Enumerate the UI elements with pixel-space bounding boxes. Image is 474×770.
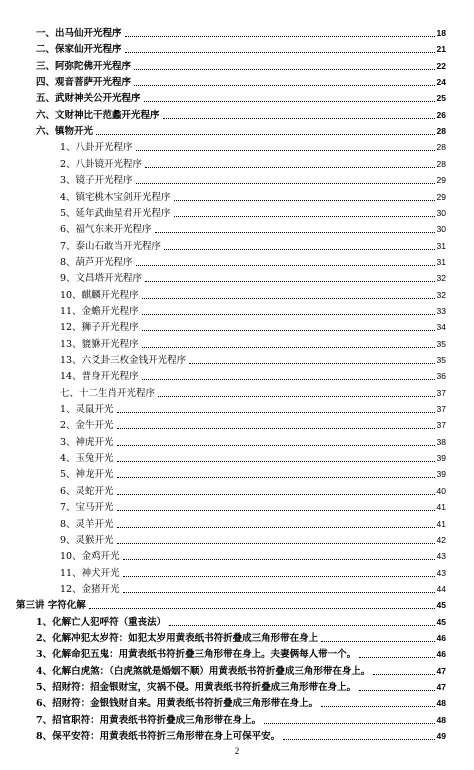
toc-entry-page: 46 bbox=[436, 649, 446, 660]
toc-leader-dots bbox=[359, 657, 434, 658]
toc-entry-page: 28 bbox=[436, 126, 446, 137]
toc-entry[interactable] bbox=[60, 515, 446, 530]
toc-entry-page: 37 bbox=[436, 420, 446, 431]
toc-leader-dots bbox=[142, 314, 435, 315]
toc-entry-title: 4、化解白虎煞：（白虎煞就是婚姻不顺）用黄表纸书符折叠成三角形带在身上。 bbox=[36, 665, 371, 677]
toc-entry-title: 3、化解命犯五鬼：用黄表纸书符折叠三角形带在身上。夫妻俩每人带一个。 bbox=[36, 649, 357, 661]
toc-leader-dots bbox=[163, 118, 435, 119]
toc-leader-dots bbox=[155, 232, 435, 233]
toc-entry-page: 26 bbox=[436, 109, 446, 120]
toc-entry[interactable] bbox=[36, 629, 446, 644]
toc-entry-page: 34 bbox=[436, 322, 446, 333]
toc-entry[interactable] bbox=[60, 433, 446, 448]
toc-entry[interactable] bbox=[60, 302, 446, 317]
toc-entry-title: 4、镇宅桃木宝剑开光程序 bbox=[60, 191, 171, 203]
toc-entry[interactable] bbox=[60, 547, 446, 562]
toc-leader-dots bbox=[164, 249, 434, 250]
toc-entry[interactable] bbox=[60, 155, 446, 170]
toc-entry-page: 39 bbox=[436, 469, 446, 480]
toc-entry[interactable] bbox=[60, 580, 446, 595]
toc-leader-dots bbox=[117, 543, 435, 544]
toc-entry-title: 5、招财符：招金银财宝，灾祸不侵。用黄表纸书符折叠成三角形带在身上。 bbox=[36, 682, 357, 693]
toc-entry[interactable] bbox=[60, 188, 446, 203]
toc-entry-title: 12、金猪开光 bbox=[60, 583, 120, 595]
toc-entry-page: 49 bbox=[436, 731, 446, 742]
toc-entry-title: 3、神虎开光 bbox=[60, 436, 114, 448]
toc-entry[interactable] bbox=[36, 613, 446, 628]
toc-entry-title: 2、化解冲犯太岁符：如犯太岁用黄表纸书符折叠成三角形带在身上 bbox=[36, 632, 319, 644]
toc-entry[interactable] bbox=[60, 449, 446, 464]
toc-leader-dots bbox=[321, 641, 434, 642]
toc-entry-title: 9、灵猴开光 bbox=[60, 534, 114, 546]
toc-entry[interactable] bbox=[36, 727, 446, 742]
toc-entry-title: 六、文财神比干范蠡开光程序 bbox=[36, 109, 160, 121]
toc-entry-title: 10、麒麟开光程序 bbox=[60, 289, 139, 301]
toc-entry-title: 11、神犬开光 bbox=[60, 567, 120, 579]
toc-leader-dots bbox=[142, 379, 435, 380]
toc-entry-page: 45 bbox=[436, 600, 446, 611]
toc-leader-dots bbox=[169, 625, 434, 626]
toc-leader-dots bbox=[283, 739, 434, 740]
toc-leader-dots bbox=[117, 445, 435, 446]
toc-entry-title: 5、神龙开光 bbox=[60, 469, 114, 481]
toc-leader-dots bbox=[189, 363, 434, 364]
toc-entry-page: 38 bbox=[436, 436, 446, 447]
toc-entry-title: 六、镇物开光 bbox=[36, 126, 94, 138]
toc-leader-dots bbox=[123, 559, 435, 560]
toc-entry-page: 21 bbox=[436, 44, 446, 55]
toc-entry[interactable] bbox=[60, 318, 446, 333]
toc-entry-title: 四、观音菩萨开光程序 bbox=[36, 77, 132, 89]
toc-entry-title: 七、十二生肖开光程序 bbox=[60, 387, 156, 399]
toc-entry-title: 第三讲 字符化解 bbox=[16, 600, 86, 612]
toc-entry[interactable] bbox=[36, 711, 446, 726]
toc-entry-title: 2、金牛开光 bbox=[60, 420, 114, 432]
toc-entry-title: 7、宝马开光 bbox=[60, 502, 114, 514]
toc-entry[interactable] bbox=[60, 204, 446, 219]
toc-entry-title: 五、武财神关公开光程序 bbox=[36, 93, 141, 105]
toc-leader-dots bbox=[145, 281, 434, 282]
toc-leader-dots bbox=[136, 150, 435, 151]
toc-entry-page: 30 bbox=[436, 207, 446, 218]
toc-entry-title: 1、八卦开光程序 bbox=[60, 142, 133, 154]
toc-leader-dots bbox=[174, 216, 435, 217]
toc-leader-dots bbox=[117, 510, 435, 511]
toc-entry-page: 28 bbox=[436, 158, 446, 169]
toc-leader-dots bbox=[174, 200, 435, 201]
toc-entry-page: 47 bbox=[436, 682, 446, 692]
toc-entry[interactable] bbox=[36, 106, 446, 121]
toc-entry-page: 46 bbox=[436, 632, 446, 643]
toc-entry-page: 25 bbox=[436, 93, 446, 104]
toc-entry-page: 42 bbox=[436, 534, 446, 545]
toc-entry-title: 9、文昌塔开光程序 bbox=[60, 273, 143, 285]
toc-leader-dots bbox=[134, 85, 435, 86]
toc-entry[interactable] bbox=[60, 498, 446, 513]
toc-entry[interactable] bbox=[60, 269, 446, 284]
toc-entry-page: 28 bbox=[436, 142, 446, 153]
toc-entry[interactable] bbox=[60, 416, 446, 431]
toc-leader-dots bbox=[145, 167, 434, 168]
toc-leader-dots bbox=[123, 576, 435, 577]
toc-entry-page: 32 bbox=[436, 273, 446, 284]
toc-entry-page: 22 bbox=[436, 60, 446, 71]
toc-leader-dots bbox=[125, 36, 435, 37]
toc-entry[interactable] bbox=[60, 171, 446, 186]
toc-entry-title: 13、貔貅开光程序 bbox=[60, 338, 139, 350]
toc-leader-dots bbox=[117, 412, 435, 413]
toc-entry-title: 14、普身开光程序 bbox=[60, 371, 139, 383]
toc-leader-dots bbox=[158, 396, 435, 397]
toc-entry-title: 5、延年武曲星君开光程序 bbox=[60, 207, 171, 219]
toc-entry[interactable] bbox=[36, 40, 446, 55]
toc-entry-title: 8、灵羊开光 bbox=[60, 518, 114, 530]
toc-entry[interactable] bbox=[36, 73, 446, 88]
toc-entry-page: 35 bbox=[436, 338, 446, 349]
toc-leader-dots bbox=[142, 298, 435, 299]
toc-leader-dots bbox=[136, 265, 435, 266]
toc-entry-title: 12、狮子开光程序 bbox=[60, 322, 139, 334]
toc-entry-page: 29 bbox=[436, 175, 446, 186]
toc-entry-title: 1、灵鼠开光 bbox=[60, 404, 114, 416]
toc-entry[interactable] bbox=[60, 335, 446, 350]
toc-entry-page: 43 bbox=[436, 567, 446, 578]
toc-entry[interactable] bbox=[36, 694, 446, 709]
toc-entry[interactable] bbox=[60, 351, 446, 366]
toc-entry-page: 31 bbox=[436, 256, 446, 267]
toc-entry[interactable] bbox=[16, 596, 446, 611]
toc-entry-page: 37 bbox=[436, 404, 446, 415]
toc-entry[interactable] bbox=[36, 678, 446, 693]
toc-entry[interactable] bbox=[36, 645, 446, 660]
toc-entry-title: 13、六爻卦三枚金钱开光程序 bbox=[60, 355, 187, 366]
toc-entry-title: 三、阿弥陀佛开光程序 bbox=[36, 60, 132, 72]
toc-leader-dots bbox=[359, 690, 434, 691]
toc-leader-dots bbox=[117, 461, 435, 462]
toc-entry-title: 10、金鸡开光 bbox=[60, 551, 120, 563]
toc-entry[interactable] bbox=[60, 465, 446, 480]
toc-entry-page: 18 bbox=[436, 28, 446, 38]
toc-entry[interactable] bbox=[60, 531, 446, 546]
toc-entry-page: 32 bbox=[436, 289, 446, 300]
toc-entry[interactable] bbox=[60, 237, 446, 252]
toc-entry-title: 4、玉兔开光 bbox=[60, 453, 114, 465]
toc-leader-dots bbox=[142, 347, 435, 348]
toc-entry-page: 40 bbox=[436, 485, 446, 496]
toc-leader-dots bbox=[264, 723, 434, 724]
toc-entry-title: 二、保家仙开光程序 bbox=[36, 44, 122, 56]
toc-entry-title: 8、葫芦开光程序 bbox=[60, 256, 133, 268]
toc-entry-page: 45 bbox=[436, 616, 446, 627]
toc-entry-page: 29 bbox=[436, 191, 446, 202]
toc-entry-title: 1、化解亡人犯呼符（重丧法） bbox=[36, 616, 167, 628]
toc-entry-page: 43 bbox=[436, 551, 446, 562]
toc-leader-dots bbox=[142, 330, 435, 331]
toc-entry[interactable] bbox=[36, 24, 446, 39]
toc-entry[interactable] bbox=[60, 384, 446, 399]
toc-entry[interactable] bbox=[36, 57, 446, 72]
toc-entry[interactable] bbox=[36, 89, 446, 104]
toc-entry-title: 6、福气东来开光程序 bbox=[60, 224, 152, 236]
toc-entry-page: 31 bbox=[436, 240, 446, 251]
toc-leader-dots bbox=[134, 69, 435, 70]
toc-entry-page: 48 bbox=[436, 714, 446, 725]
toc-entry[interactable] bbox=[60, 138, 446, 153]
toc-leader-dots bbox=[117, 527, 435, 528]
toc-entry[interactable] bbox=[36, 662, 446, 677]
toc-entry-title: 11、金蟾开光程序 bbox=[60, 305, 139, 317]
toc-entry-page: 37 bbox=[436, 387, 446, 398]
toc-leader-dots bbox=[321, 706, 434, 707]
toc-entry-page: 33 bbox=[436, 305, 446, 316]
page-number: 2 bbox=[234, 746, 240, 756]
toc-entry-title: 6、招财符：金银钱财自来。用黄表纸书符折叠成三角形带在身上。 bbox=[36, 698, 319, 710]
toc-entry[interactable] bbox=[60, 253, 446, 268]
toc-leader-dots bbox=[117, 494, 435, 495]
toc-leader-dots bbox=[89, 608, 435, 609]
toc-leader-dots bbox=[125, 52, 435, 53]
toc-entry[interactable] bbox=[60, 564, 446, 579]
toc-leader-dots bbox=[144, 101, 435, 102]
toc-leader-dots bbox=[117, 428, 435, 429]
toc-entry[interactable] bbox=[60, 482, 446, 497]
toc-entry-page: 41 bbox=[436, 518, 446, 529]
toc-entry-page: 41 bbox=[436, 502, 446, 513]
toc-entry-title: 一、出马仙开光程序 bbox=[36, 28, 122, 39]
toc-entry[interactable] bbox=[60, 220, 446, 235]
toc-entry[interactable] bbox=[36, 122, 446, 137]
toc-entry-title: 7、泰山石敢当开光程序 bbox=[60, 240, 162, 252]
toc-entry[interactable] bbox=[60, 286, 446, 301]
toc-leader-dots bbox=[373, 674, 434, 675]
toc-entry-title: 6、灵蛇开光 bbox=[60, 485, 114, 497]
toc-leader-dots bbox=[136, 183, 435, 184]
toc-leader-dots bbox=[123, 592, 435, 593]
toc-leader-dots bbox=[96, 134, 435, 135]
toc-entry[interactable] bbox=[60, 400, 446, 415]
toc-entry-page: 44 bbox=[436, 583, 446, 594]
toc-entry-page: 35 bbox=[436, 355, 446, 365]
toc-entry-title: 8、保平安符：用黄表纸书符折三角形带在身上可保平安。 bbox=[36, 731, 281, 743]
toc-entry-title: 3、镜子开光程序 bbox=[60, 175, 133, 187]
toc-entry-page: 47 bbox=[436, 665, 446, 676]
toc-entry-page: 36 bbox=[436, 371, 446, 382]
toc-entry-page: 24 bbox=[436, 77, 446, 88]
toc-leader-dots bbox=[117, 477, 435, 478]
toc-entry-title: 2、八卦镜开光程序 bbox=[60, 158, 143, 170]
toc-entry-page: 30 bbox=[436, 224, 446, 235]
toc-entry-page: 48 bbox=[436, 698, 446, 709]
toc-entry[interactable] bbox=[60, 367, 446, 382]
toc-entry-page: 39 bbox=[436, 453, 446, 464]
toc-entry-title: 7、招官职符：用黄表纸书符折叠成三角形带在身上。 bbox=[36, 714, 262, 726]
